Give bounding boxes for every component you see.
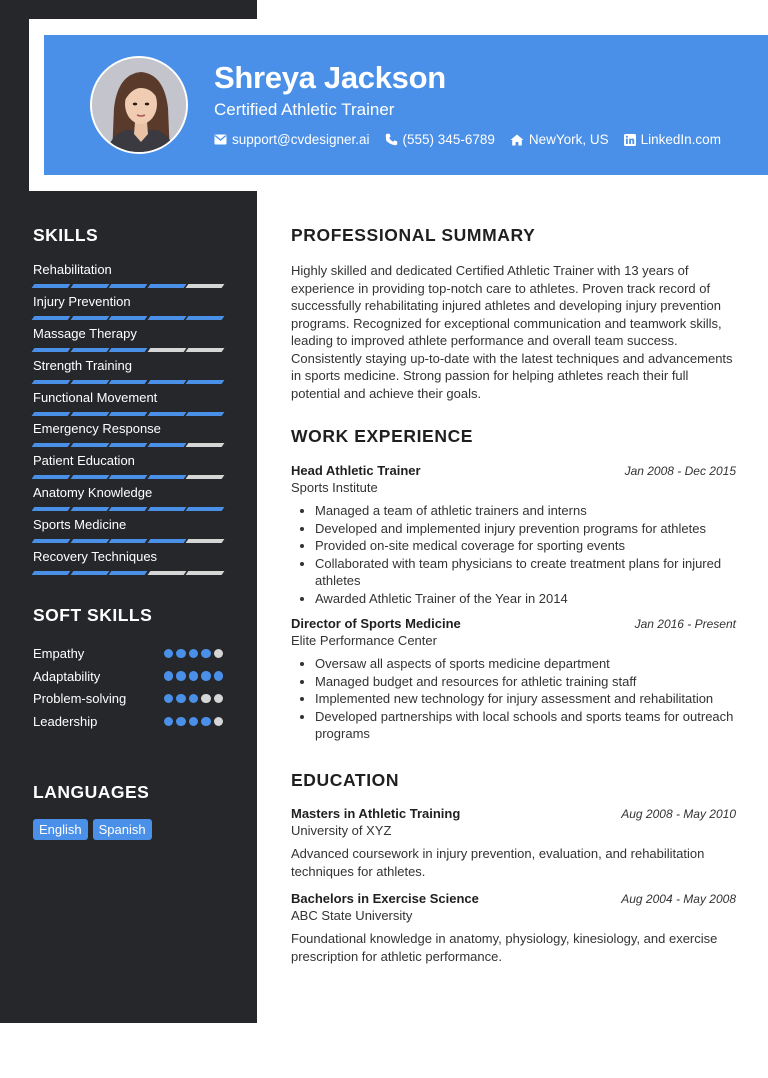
skill-level-segment	[70, 571, 108, 575]
rating-dot	[164, 671, 174, 681]
rating-dot	[189, 649, 199, 659]
job-bullet: • Developed and implemented injury prevention programs for athletes	[315, 520, 736, 538]
rating-dot	[176, 694, 186, 704]
skill-level-segment	[109, 348, 147, 352]
job-bullet: • Managed a team of athletic trainers and interns	[315, 502, 736, 520]
contact-phone-text: (555) 345-6789	[402, 132, 495, 147]
experience-heading: WORK EXPERIENCE	[291, 426, 474, 446]
contact-email[interactable]	[214, 132, 370, 147]
skill-level-segment	[109, 571, 147, 575]
soft-skills-heading: SOFT SKILLS	[33, 605, 153, 625]
skill-level-bar	[33, 380, 223, 384]
education-degree: Bachelors in Exercise Science	[291, 891, 479, 906]
skill-level-segment	[70, 475, 108, 479]
soft-skill-item	[33, 687, 223, 710]
language-badge: Spanish	[93, 819, 152, 840]
job-date: Jan 2016 - Present	[634, 617, 736, 631]
skill-item	[33, 390, 223, 422]
rating-dot	[214, 671, 224, 681]
contact-bar	[214, 132, 721, 147]
skill-level-segment	[70, 507, 108, 511]
rating-dot	[201, 694, 211, 704]
skill-level-segment	[147, 539, 185, 543]
skill-level-bar	[33, 412, 223, 416]
education-description: Advanced coursework in injury prevention, evaluation, and rehabilitation techniques for athletes.	[291, 846, 705, 879]
soft-skill-rating	[164, 694, 224, 704]
skill-level-segment	[32, 316, 70, 320]
skill-label: Injury Prevention	[33, 293, 131, 309]
linkedin-icon	[624, 134, 636, 146]
education-entry	[291, 806, 736, 880]
skill-level-segment	[186, 571, 224, 575]
skill-level-bar	[33, 539, 223, 543]
job-entry	[291, 616, 736, 743]
job-entry	[291, 463, 736, 607]
skill-label: Strength Training	[33, 357, 133, 373]
rating-dot	[189, 717, 199, 727]
skill-level-segment	[186, 475, 224, 479]
education-heading: EDUCATION	[291, 770, 400, 790]
skill-label: Emergency Response	[33, 421, 161, 437]
skill-level-segment	[32, 571, 70, 575]
skill-level-segment	[109, 380, 147, 384]
candidate-name: Shreya Jackson	[214, 60, 446, 95]
skill-level-segment	[186, 284, 224, 288]
skill-item	[33, 294, 223, 326]
contact-location-text: NewYork, US	[528, 132, 609, 147]
skill-label: Massage Therapy	[33, 325, 137, 341]
rating-dot	[176, 671, 186, 681]
skills-heading: SKILLS	[33, 225, 99, 245]
job-bullet: • Oversaw all aspects of sports medicine department	[315, 655, 736, 673]
skill-level-segment	[186, 380, 224, 384]
contact-linkedin[interactable]	[624, 132, 721, 147]
job-bullets	[291, 655, 736, 743]
skill-level-bar	[33, 316, 223, 320]
skill-level-bar	[33, 475, 223, 479]
rating-dot	[164, 649, 174, 659]
skill-level-segment	[147, 443, 185, 447]
skill-level-segment	[32, 412, 70, 416]
skill-item	[33, 421, 223, 453]
languages-heading: LANGUAGES	[33, 782, 150, 802]
skill-level-segment	[186, 348, 224, 352]
soft-skill-label: Adaptability	[33, 668, 101, 684]
soft-skill-label: Empathy	[33, 645, 85, 661]
skill-level-segment	[32, 443, 70, 447]
skill-label: Patient Education	[33, 453, 135, 469]
profile-photo	[92, 58, 188, 154]
skill-level-segment	[70, 316, 108, 320]
envelope-icon	[214, 134, 227, 145]
skill-label: Recovery Techniques	[33, 549, 158, 565]
skill-level-bar	[33, 348, 223, 352]
soft-skill-label: Leadership	[33, 713, 98, 729]
skill-label: Sports Medicine	[33, 517, 127, 533]
skill-level-segment	[147, 348, 185, 352]
avatar	[90, 56, 188, 154]
skill-level-segment	[32, 380, 70, 384]
home-icon	[510, 134, 524, 146]
skill-level-bar	[33, 443, 223, 447]
rating-dot	[214, 649, 224, 659]
rating-dot	[214, 694, 224, 704]
skill-level-segment	[109, 412, 147, 416]
job-bullet: • Awarded Athletic Trainer of the Year in 2014	[315, 590, 736, 608]
skills-list	[33, 262, 223, 581]
skill-level-segment	[186, 539, 224, 543]
job-bullets	[291, 502, 736, 607]
contact-email-text: support@cvdesigner.ai	[232, 132, 370, 147]
education-school: ABC State University	[291, 908, 413, 923]
skill-level-segment	[32, 507, 70, 511]
rating-dot	[176, 649, 186, 659]
skill-item	[33, 549, 223, 581]
job-date: Jan 2008 - Dec 2015	[624, 464, 736, 478]
skill-level-segment	[147, 507, 185, 511]
education-date: Aug 2008 - May 2010	[621, 807, 736, 821]
skill-level-segment	[186, 412, 224, 416]
skill-level-segment	[32, 539, 70, 543]
job-bullet: • Provided on-site medical coverage for sporting events	[315, 537, 736, 555]
skill-level-segment	[186, 507, 224, 511]
skill-level-bar	[33, 571, 223, 575]
skill-level-segment	[109, 316, 147, 320]
phone-icon	[385, 133, 398, 146]
skill-level-segment	[147, 412, 185, 416]
skill-level-segment	[32, 284, 70, 288]
education-school: University of XYZ	[291, 823, 392, 838]
rating-dot	[201, 717, 211, 727]
contact-linkedin-text: LinkedIn.com	[640, 132, 721, 147]
skill-level-segment	[32, 475, 70, 479]
soft-skill-item	[33, 710, 223, 733]
soft-skill-item	[33, 642, 223, 665]
education-degree: Masters in Athletic Training	[291, 806, 461, 821]
rating-dot	[176, 717, 186, 727]
summary-heading: PROFESSIONAL SUMMARY	[291, 225, 536, 245]
language-badge: English	[33, 819, 88, 840]
rating-dot	[201, 671, 211, 681]
job-bullet: • Managed budget and resources for athletic training staff	[315, 673, 736, 691]
skill-level-segment	[70, 284, 108, 288]
skill-level-bar	[33, 284, 223, 288]
contact-location	[510, 132, 609, 147]
skill-item	[33, 358, 223, 390]
skill-level-segment	[186, 316, 224, 320]
summary-text: Highly skilled and dedicated Certified Athletic Trainer with 13 years of experience in providing top-notch care to athletes. Proven track record of successfully rehabilitating injured athletes and developing injury prevention programs. Recognized for exceptional communication and teamwork skills, leading to improved athlete performance and overall team success. Consistently staying up-to-date with the latest techniques and advancements in sports medicine. Strong passion for helping athletes reach their full potential and achieve their goals.	[291, 263, 733, 401]
job-role: Head Athletic Trainer	[291, 463, 421, 478]
contact-phone[interactable]	[385, 132, 495, 147]
skill-level-segment	[70, 412, 108, 416]
skill-level-segment	[109, 507, 147, 511]
skill-level-segment	[109, 475, 147, 479]
skill-item	[33, 517, 223, 549]
skill-level-segment	[147, 475, 185, 479]
skill-level-segment	[32, 348, 70, 352]
languages-list	[33, 819, 152, 840]
skill-level-segment	[147, 571, 185, 575]
skill-level-bar	[33, 507, 223, 511]
skill-level-segment	[70, 443, 108, 447]
skill-label: Rehabilitation	[33, 262, 112, 277]
soft-skill-rating	[164, 717, 224, 727]
rating-dot	[164, 694, 174, 704]
skill-level-segment	[70, 348, 108, 352]
job-bullet: • Collaborated with team physicians to create treatment plans for injured athletes	[315, 555, 736, 590]
rating-dot	[214, 717, 224, 727]
soft-skill-item	[33, 665, 223, 688]
skill-level-segment	[70, 380, 108, 384]
job-bullet: • Implemented new technology for injury assessment and rehabilitation	[315, 690, 736, 708]
skill-level-segment	[109, 539, 147, 543]
skill-level-segment	[109, 443, 147, 447]
soft-skill-rating	[164, 671, 224, 681]
skill-level-segment	[70, 539, 108, 543]
rating-dot	[164, 717, 174, 727]
skill-level-segment	[109, 284, 147, 288]
soft-skill-label: Problem-solving	[33, 691, 127, 707]
rating-dot	[201, 649, 211, 659]
job-bullet: • Developed partnerships with local schools and sports teams for outreach programs	[315, 708, 736, 743]
skill-level-segment	[147, 380, 185, 384]
job-organization: Elite Performance Center	[291, 633, 437, 648]
skill-item	[33, 262, 223, 294]
job-role: Director of Sports Medicine	[291, 616, 461, 631]
soft-skills-list	[33, 642, 223, 733]
skill-label: Anatomy Knowledge	[33, 485, 153, 501]
skill-item	[33, 326, 223, 358]
education-entry	[291, 891, 736, 965]
rating-dot	[189, 671, 199, 681]
skill-level-segment	[147, 316, 185, 320]
skill-level-segment	[186, 443, 224, 447]
job-organization: Sports Institute	[291, 480, 378, 495]
skill-level-segment	[147, 284, 185, 288]
skill-label: Functional Movement	[33, 389, 158, 405]
education-date: Aug 2004 - May 2008	[621, 892, 736, 906]
skill-item	[33, 453, 223, 485]
rating-dot	[189, 694, 199, 704]
education-description: Foundational knowledge in anatomy, physiology, kinesiology, and exercise prescription for athletic performance.	[291, 931, 718, 964]
soft-skill-rating	[164, 649, 224, 659]
candidate-title: Certified Athletic Trainer	[214, 100, 395, 119]
skill-item	[33, 485, 223, 517]
